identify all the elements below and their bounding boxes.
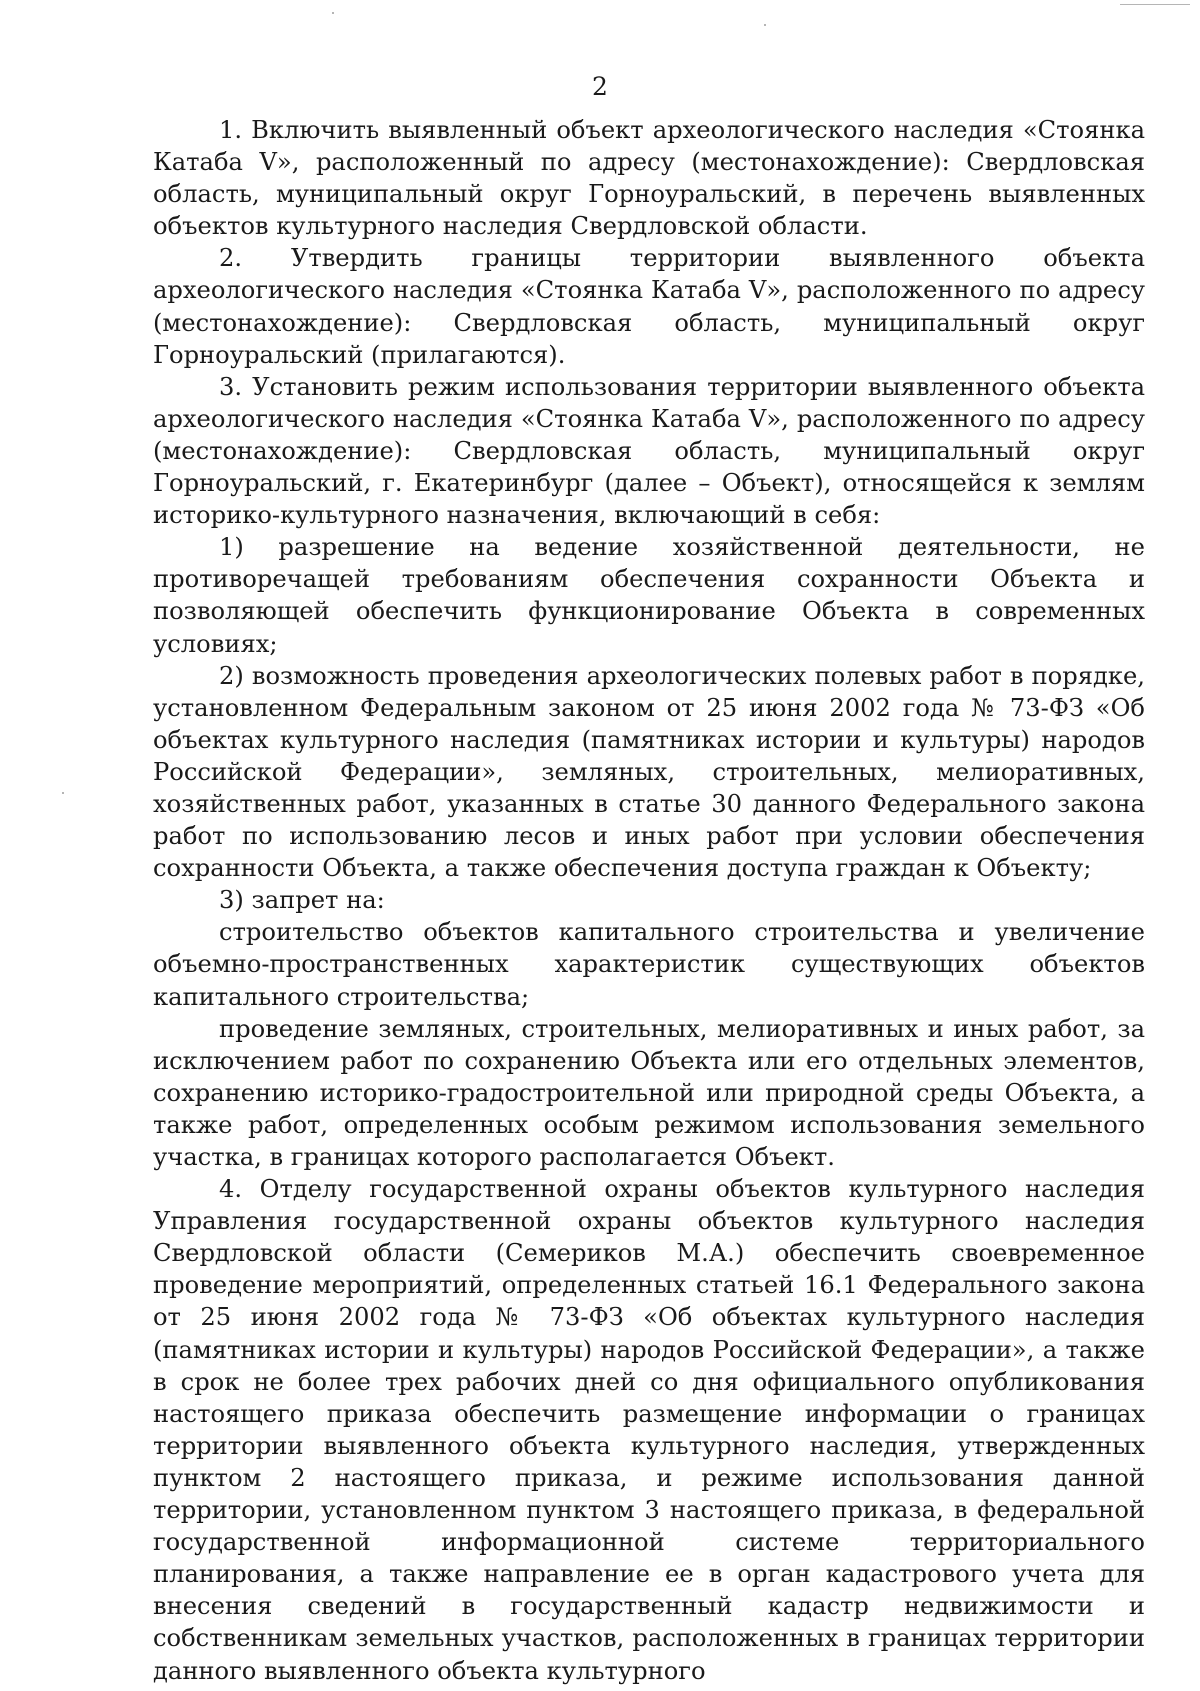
scan-edge-line (1120, 4, 1190, 5)
paragraph-item-3: 3. Установить режим использования территории выявленного объекта археологического наследия «Стоянка Катаба V», расположенного по адресу (местонахождение): Свердловская область, муниципальный округ Горноуральский, г. Екатеринбург (далее – Объект), относящейся к землям историко-культурного назначения, включающий в себя: (153, 372, 1145, 530)
paragraph-prohibition-construction: строительство объектов капитального строительства и увеличение объемно-пространственных характеристик существующих объектов капитального строительства; (153, 918, 1145, 1011)
paragraph-subitem-1: 1) разрешение на ведение хозяйственной деятельности, не противоречащей требованиям обеспечения сохранности Объекта и позволяющей обеспечить функционирование Объекта в современных условиях; (153, 533, 1145, 658)
paragraph-subitem-2: 2) возможность проведения археологических полевых работ в порядке, установленном Федеральным законом от 25 июня 2002 года № 73-ФЗ «Об объектах культурного наследия (памятниках истории и культуры) народов Российской Федерации», земляных, строительных, мелиоративных, хозяйственных работ, указанных в статье 30 данного Федерального закона работ по использованию лесов и иных работ при условии обеспечения сохранности Объекта, а также обеспечения доступа граждан к Объекту; (153, 661, 1145, 883)
scan-dot (332, 12, 334, 14)
page-number: 2 (592, 72, 608, 101)
paragraph-item-2: 2. Утвердить границы территории выявленного объекта археологического наследия «Стоянка Катаба V», расположенного по адресу (местонахождение): Свердловская область, муниципальный округ Горноуральский (прилагаются). (153, 244, 1145, 369)
paragraph-subitem-3: 3) запрет на: (219, 886, 385, 915)
paragraph-item-4: 4. Отделу государственной охраны объектов культурного наследия Управления государственной охраны объектов культурного наследия Свердловской области (Семериков М.А.) обеспечить своевременное проведение мероприятий, определенных статьей 16.1 Федерального закона от 25 июня 2002 года № 73-ФЗ «Об объектах культурного наследия (памятниках истории и культуры) народов Российской Федерации», а также в срок не более трех рабочих дней со дня официального опубликования настоящего приказа обеспечить размещение информации о границах территории выявленного объекта культурного наследия, утвержденных пунктом 2 настоящего приказа, и режиме использования данной территории, установленном пунктом 3 настоящего приказа, в федеральной государственной информационной системе территориального планирования, а также направление ее в орган кадастрового учета для внесения сведений в государственный кадастр недвижимости и собственникам земельных участков, расположенных в границах территории данного выявленного объекта культурного (153, 1175, 1145, 1685)
paragraph-item-1: 1. Включить выявленный объект археологического наследия «Стоянка Катаба V», расположенный по адресу (местонахождение): Свердловская область, муниципальный округ Горноуральский, в перечень выявленных объектов культурного наследия Свердловской области. (153, 116, 1145, 241)
document-body (153, 114, 1145, 1687)
scan-dot (62, 792, 64, 794)
paragraph-prohibition-works: проведение земляных, строительных, мелиоративных и иных работ, за исключением работ по сохранению Объекта или его отдельных элементов, сохранению историко-градостроительной или природной среды Объекта, а также работ, определенных особым режимом использования земельного участка, в границах которого располагается Объект. (153, 1014, 1145, 1171)
scan-dot (764, 24, 766, 26)
